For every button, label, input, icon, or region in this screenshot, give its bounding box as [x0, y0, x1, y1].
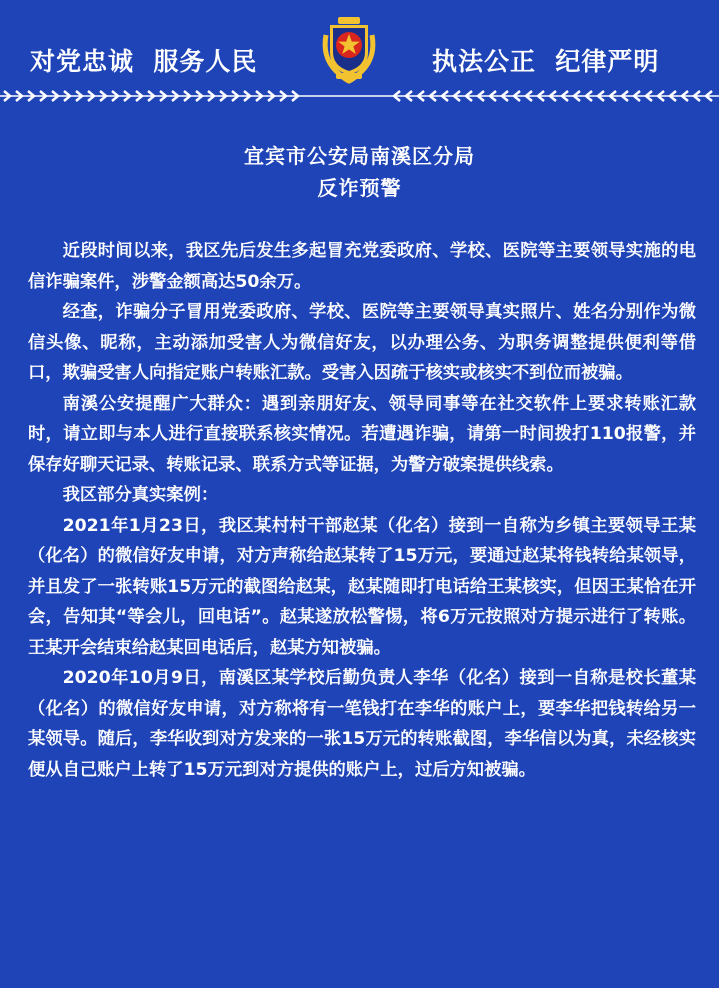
paragraph-cases-heading: 我区部分真实案例：: [62, 485, 219, 505]
page-title-agency: 宜宾市公安局南溪区分局: [244, 144, 475, 168]
paragraph-case-1: 2021年1月23日，我区某村村干部赵某（化名）接到一自称为乡镇主要领导王某（化名）的微信好友申请，对方声称给赵某转了15万元，要通过赵某将钱转给某领导，并且发了一张转账15万元的截图给赵某，赵某随即打电话给王某核实，但因王某恰在开会，告知其“等会儿，回电话”。赵某遂放松警惕，将6万元按照对方提示进行了转账。王某开会结束给赵某回电话后，赵某方知被骗。: [28, 515, 696, 658]
paragraph-case-2: 2020年10月9日，南溪区某学校后勤负责人李华（化名）接到一自称是校长董某（化名）的微信好友申请，对方称将有一笔钱打在李华的账户上，要李华把钱转给另一某领导。随后，李华收到对方发来的一张15万元的转账截图，李华信以为真，未经核实便从自己账户上转了15万元到对方提供的账户上，过后方知被骗。: [28, 668, 696, 780]
paragraph-reminder: 南溪公安提醒广大群众：遇到亲朋好友、领导同事等在社交软件上要求转账汇款时，请立即与本人进行直接联系核实情况。若遭遇诈骗，请第一时间拨打110报警，并保存好聊天记录、转账记录、联系方式等证据，为警方破案提供线索。: [28, 393, 696, 475]
article-body: [28, 236, 696, 785]
header-banner: [0, 0, 719, 90]
page-title-warning: 反诈预警: [317, 176, 402, 200]
slogan-right: 执法公正 纪律严明: [432, 47, 660, 76]
police-emblem-icon: [318, 13, 380, 85]
title-block: [0, 140, 719, 204]
paragraph-intro: 近段时间以来，我区先后发生多起冒充党委政府、学校、医院等主要领导实施的电信诈骗案件，涉警金额高达50余万。: [28, 241, 696, 292]
chevron-divider: [0, 88, 719, 104]
slogan-left: 对党忠诚 服务人民: [30, 47, 258, 76]
paragraph-investigation: 经查，诈骗分子冒用党委政府、学校、医院等主要领导真实照片、姓名分别作为微信头像、昵称，主动添加受害人为微信好友，以办理公务、为职务调整提供便利等借口，欺骗受害人向指定账户转账汇款。受害入因疏于核实或核实不到位而被骗。: [28, 302, 696, 383]
